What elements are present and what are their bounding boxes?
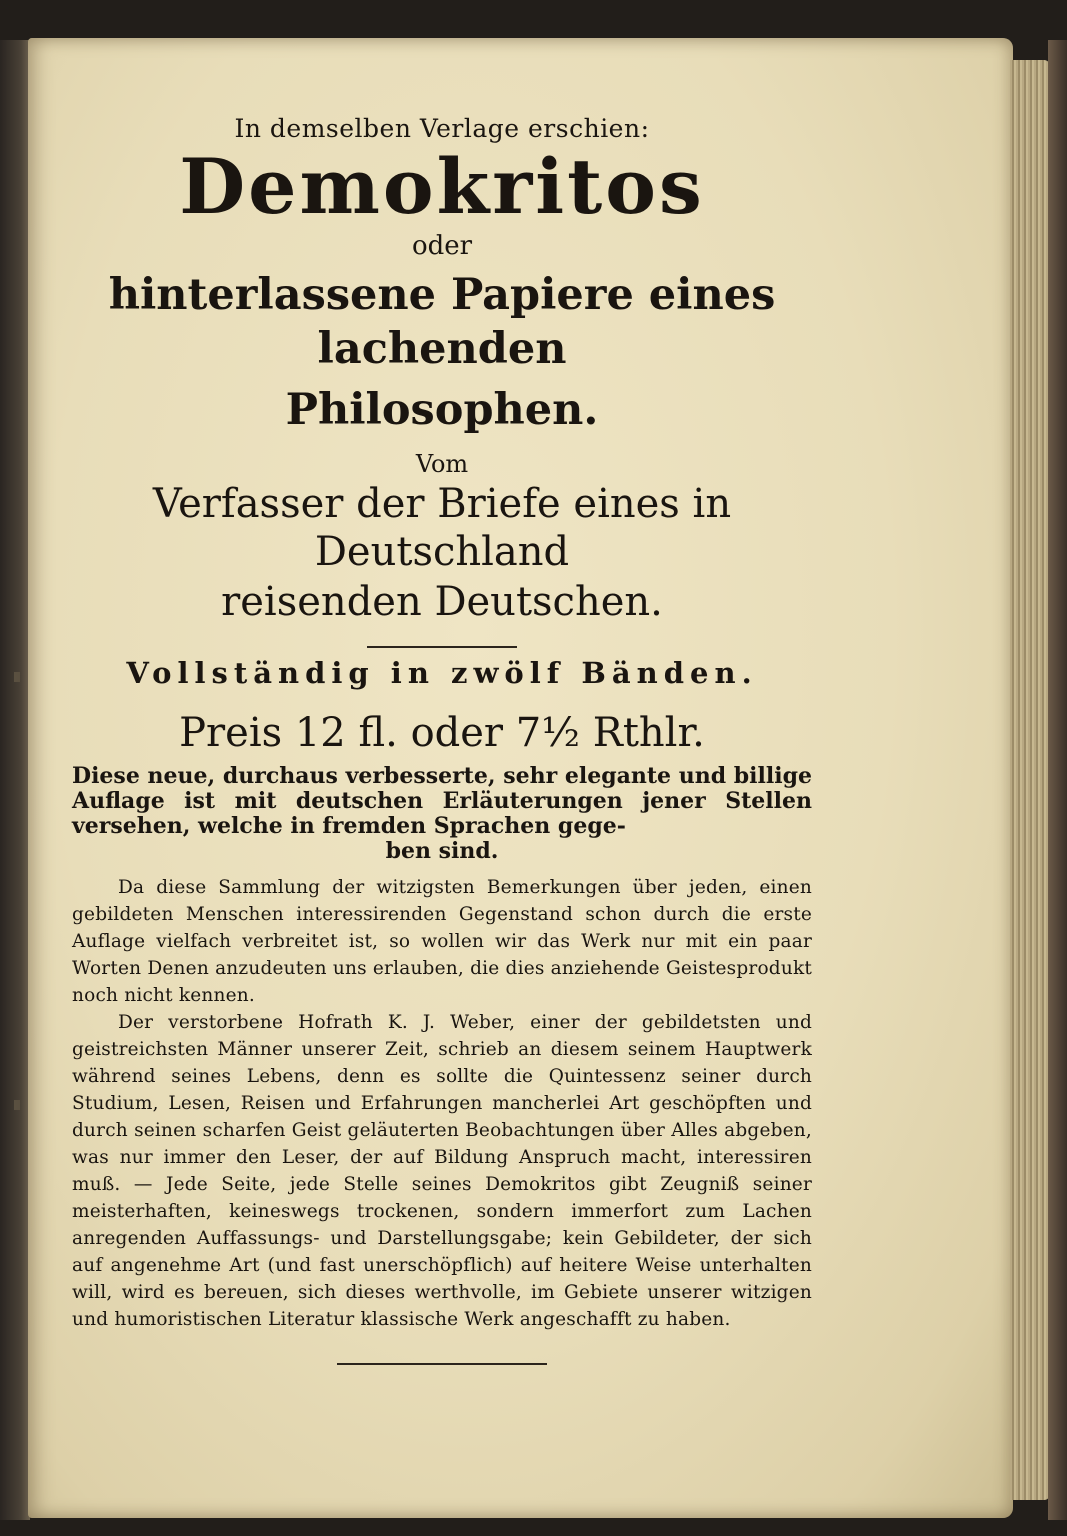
author-line-2: reisenden Deutschen. bbox=[221, 579, 663, 626]
edition-note-text: Diese neue, durchaus verbesserte, sehr elegante und billige Auflage ist mit deutschen Erläuterungen jener Stellen versehen, welche in fremden Sprachen gege- bbox=[72, 763, 812, 840]
closing-rule bbox=[337, 1363, 547, 1365]
book-cover-edge bbox=[1048, 40, 1067, 1520]
imprint-line: In demselben Verlage erschien: bbox=[234, 114, 650, 143]
description-body bbox=[72, 874, 812, 1333]
author-prefix: Vom bbox=[415, 450, 469, 479]
divider-rule bbox=[367, 646, 517, 648]
paragraph-2: Der verstorbene Hofrath K. J. Weber, einer der gebildetsten und geistreichsten Männer unserer Zeit, schrieb an diesem seinem Hauptwerk während seines Lebens, denn es sollte die Quintessenz seiner durch Studium, Lesen, Reisen und Erfahrungen mancherlei Art geschöpften und durch seinen scharfen Geist geläuterten Beobachtungen über Alles abgeben, was nur immer den Leser, der auf Bildung Anspruch macht, interessiren muß. — Jede Seite, jede Stelle seines Demokritos gibt Zeugniß seiner meisterhaften, keineswegs trockenen, sondern immerfort zum Lachen anregenden Auffassungs- und Darstellungsgabe; kein Gebildeter, der sich auf angenehme Art (und fast unerschöpflich) auf heitere Weise unterhalten will, wird es bereuen, sich dieses werthvolle, im Gebiete unserer witzigen und humoristischen Literatur klassische Werk angeschafft zu haben. bbox=[72, 1012, 812, 1331]
page-stack-edge bbox=[1010, 60, 1050, 1500]
book-binding-left bbox=[0, 40, 30, 1520]
edition-note bbox=[72, 764, 812, 864]
edition-note-end: ben sind. bbox=[385, 838, 499, 865]
page-edge-mark bbox=[14, 672, 20, 682]
subtitle-line-1: hinterlassene Papiere eines lachenden bbox=[108, 269, 776, 374]
completeness-line: Vollständig in zwölf Bänden. bbox=[126, 656, 758, 691]
author-line-1: Verfasser der Briefe eines in Deutschland bbox=[152, 481, 732, 576]
page-edge-mark bbox=[14, 1100, 20, 1110]
book-title: Demokritos bbox=[179, 142, 705, 231]
advertisement-text bbox=[72, 100, 812, 1365]
price-line: Preis 12 fl. oder 7½ Rthlr. bbox=[179, 710, 705, 757]
paragraph-1: Da diese Sammlung der witzigsten Bemerkungen über jeden, einen gebildeten Menschen interessirenden Gegenstand schon durch die erste Auflage vielfach verbreitet ist, so wollen wir das Werk nur mit ein paar Worten Denen anzudeuten uns erlauben, die dies anziehende Geistesprodukt noch nicht kennen. bbox=[72, 877, 812, 1007]
subtitle-line-2: Philosophen. bbox=[285, 385, 599, 436]
title-connector: oder bbox=[411, 230, 473, 261]
